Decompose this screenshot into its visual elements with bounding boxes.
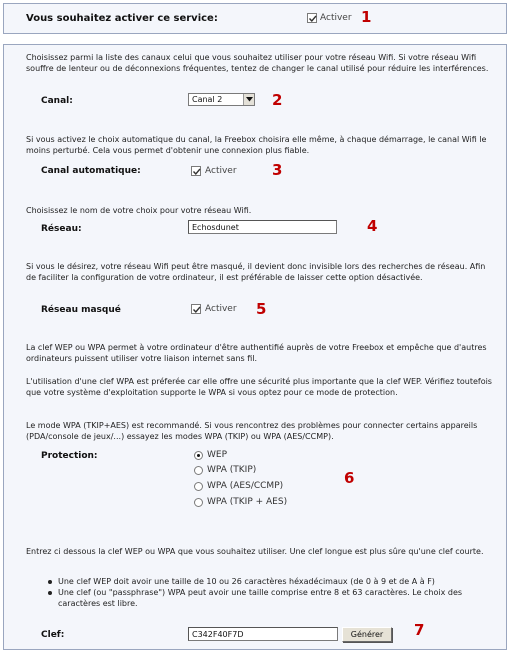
marker-7: 7 xyxy=(414,621,425,639)
radio-wpa-aes[interactable] xyxy=(194,482,203,491)
marker-6: 6 xyxy=(344,469,355,487)
radio-wpa-tkip-aes[interactable] xyxy=(194,498,203,507)
activation-question: Vous souhaitez activer ce service: xyxy=(26,13,218,24)
name-text: Choisissez le nom de votre choix pour votre réseau Wifi. xyxy=(26,206,252,215)
bullet-1 xyxy=(48,580,52,584)
key-bullet-1: Une clef WEP doit avoir une taille de 10 ou 26 caractères héxadécimaux (de 0 à 9 et de A à F) xyxy=(58,577,435,586)
hidden-text: Si vous le désirez, votre réseau Wifi peut être masqué, il devient donc invisible lors des recherches de réseau. Afin de faciliter la configuration de votre ordinateur, il est préférable de laisser cette option désactivée. xyxy=(26,262,486,282)
reseau-label: Réseau: xyxy=(41,224,82,234)
auto-text: Si vous activez le choix automatique du canal, la Freebox choisira elle même, à chaque démarrage, le canal Wifi le moins perturbé. Cela vous permet d'obtenir une connexion plus fiable. xyxy=(26,135,487,155)
dropdown-button[interactable] xyxy=(243,94,254,105)
protection-label: Protection: xyxy=(41,451,98,461)
checkmark-icon xyxy=(192,305,202,315)
wep-text-1: La clef WEP ou WPA permet à votre ordinateur d'être authentifié auprès de votre Freebox et empêche que d'autres ordinateurs puissent utiliser votre liaison internet sans fil. xyxy=(26,343,487,363)
canal-label: Canal: xyxy=(41,96,73,106)
chevron-down-icon xyxy=(246,97,253,102)
marker-2: 2 xyxy=(272,91,283,109)
marker-5: 5 xyxy=(256,300,267,318)
activation-checkbox[interactable] xyxy=(307,13,317,23)
reseau-masque-checkbox[interactable] xyxy=(191,304,201,314)
bullet-2 xyxy=(48,591,52,595)
marker-4: 4 xyxy=(367,217,378,235)
generer-button[interactable]: Générer xyxy=(342,627,392,642)
reseau-input[interactable]: Echosdunet xyxy=(188,220,337,234)
wep-text-3: Le mode WPA (TKIP+AES) est recommandé. Si vous rencontrez des problèmes pour connecter certains appareils (PDA/console de jeux/...) essayez les modes WPA (TKIP) ou WPA (AES/CCMP). xyxy=(26,421,478,441)
marker-3: 3 xyxy=(272,161,283,179)
marker-1: 1 xyxy=(361,8,372,26)
radio-wpa-tkip-label[interactable]: WPA (TKIP) xyxy=(207,465,257,475)
activation-checkbox-label[interactable]: Activer xyxy=(320,13,352,23)
reseau-masque-checkbox-label[interactable]: Activer xyxy=(205,304,237,314)
canal-auto-checkbox[interactable] xyxy=(191,166,201,176)
wep-text-2: L'utilisation d'une clef WPA est préferée car elle offre une sécurité plus importante que la clef WEP. Vérifiez toutefois que votre système d'exploitation supporte le WPA si vous optez pour ce mode de protection. xyxy=(26,377,492,397)
key-text: Entrez ci dessous la clef WEP ou WPA que vous souhaitez utiliser. Une clef longue est plus sûre qu'une clef courte. xyxy=(26,547,484,556)
canal-auto-checkbox-label[interactable]: Activer xyxy=(205,166,237,176)
clef-label: Clef: xyxy=(41,630,65,640)
radio-wpa-aes-label[interactable]: WPA (AES/CCMP) xyxy=(207,481,284,491)
radio-selected-dot xyxy=(197,454,200,457)
canal-auto-label: Canal automatique: xyxy=(41,166,141,176)
clef-input[interactable]: C342F40F7D xyxy=(188,627,338,641)
radio-wep-label[interactable]: WEP xyxy=(207,450,228,460)
radio-wpa-tkip[interactable] xyxy=(194,466,203,475)
canal-select[interactable] xyxy=(188,93,255,106)
checkmark-icon xyxy=(192,167,202,177)
reseau-masque-label: Réseau masqué xyxy=(41,305,121,315)
checkmark-icon xyxy=(308,14,318,24)
radio-wpa-tkip-aes-label[interactable]: WPA (TKIP + AES) xyxy=(207,497,288,507)
intro-text: Choisissez parmi la liste des canaux celui que vous souhaitez utiliser pour votre réseau Wifi. Si votre réseau Wifi souffre de lenteur ou de déconnexions fréquentes, tentez de changer le canal utilisé pour réduire les interférences. xyxy=(26,53,489,73)
radio-wep[interactable] xyxy=(194,451,203,460)
key-bullet-2: Une clef (ou "passphrase") WPA peut avoir une taille comprise entre 8 et 63 caractères. Le choix des caractères est libre. xyxy=(58,588,463,608)
canal-selected-value: Canal 2 xyxy=(192,95,223,104)
